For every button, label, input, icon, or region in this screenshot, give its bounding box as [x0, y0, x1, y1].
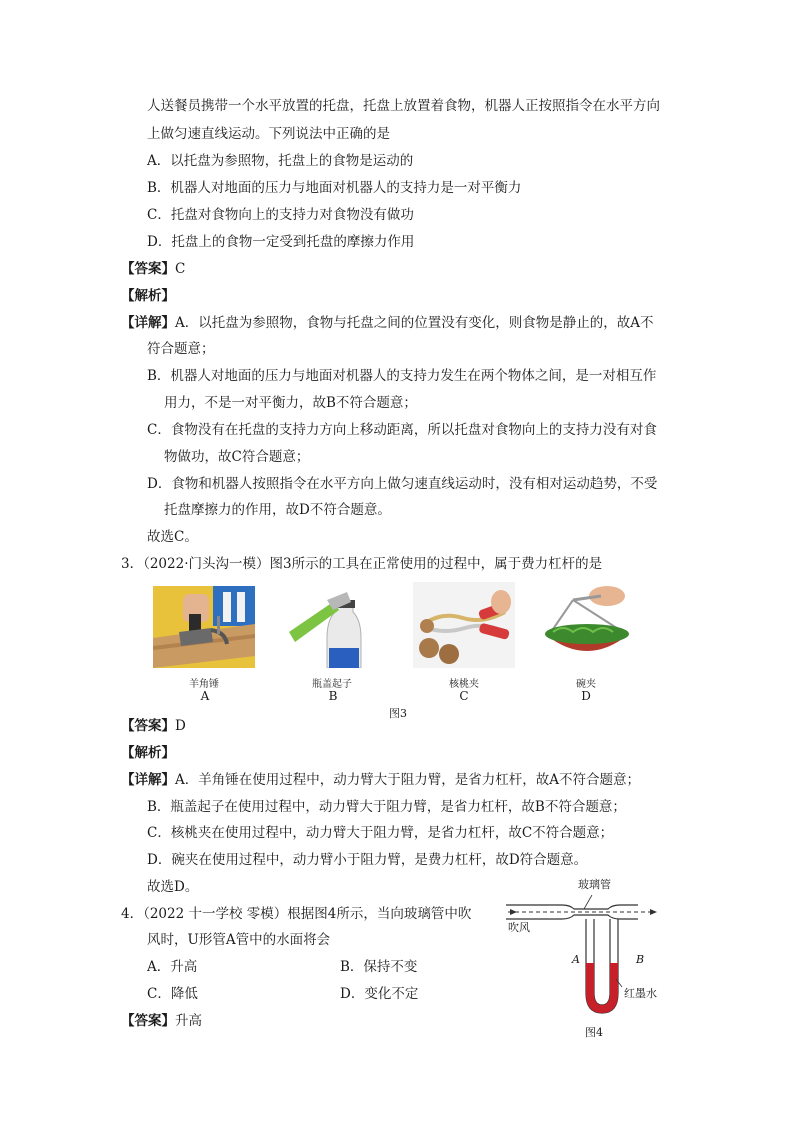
detail-text: A．羊角锤在使用过程中，动力臂大于阻力臂，是省力杠杆，故A不符合题意； — [175, 772, 640, 788]
tool-d-name: 碗夹 — [576, 679, 596, 690]
tube-a-label: A — [572, 953, 580, 966]
q4-option-b: B．保持不变 — [340, 959, 418, 975]
tool-d-letter: D — [581, 689, 591, 703]
q2-conclusion: 故选C。 — [147, 529, 198, 545]
q2-detail-line3: B．机器人对地面的压力与地面对机器人的支持力发生在两个物体之间，是一对相互作 — [147, 368, 657, 384]
bottle-opener-image — [281, 586, 383, 668]
q2-option-c: C．托盘对食物向上的支持力对食物没有做功 — [147, 207, 414, 223]
red-ink-label: 红墨水 — [624, 987, 657, 1000]
detail-label: 【详解】 — [121, 772, 175, 788]
q4-option-a: A．升高 — [147, 959, 198, 975]
q4-answer — [121, 1011, 202, 1031]
claw-hammer-image — [153, 586, 255, 668]
q2-detail-line5: C．食物没有在托盘的支持力方向上移动距离，所以托盘对食物向上的支持力没有对食 — [147, 422, 657, 438]
q4-option-c: C．降低 — [147, 986, 198, 1002]
q2-stem-line2: 上做匀速直线运动。下列说法中正确的是 — [147, 126, 390, 142]
glass-tube-label: 玻璃管 — [578, 878, 611, 891]
bowl-clamp-image — [537, 582, 637, 668]
q4-option-d: D．变化不定 — [340, 986, 419, 1002]
figure-4-caption: 图4 — [585, 1026, 603, 1039]
q2-detail-line1 — [121, 313, 654, 333]
answer-value: D — [175, 718, 186, 734]
q3-answer — [121, 716, 186, 736]
q2-detail-line6: 物做功，故C符合题意； — [164, 449, 310, 465]
q2-detail-line8: 托盘摩擦力的作用，故D不符合题意。 — [164, 502, 391, 518]
answer-label: 【答案】 — [121, 718, 175, 734]
q2-detail-line2: 符合题意； — [147, 341, 215, 357]
u-tube-figure — [500, 875, 675, 1025]
tool-c-name: 核桃夹 — [449, 679, 479, 690]
q3-analysis-label: 【解析】 — [121, 745, 175, 761]
q3-detail-line3: C．核桃夹在使用过程中，动力臂大于阻力臂，是省力杠杆，故C不符合题意； — [147, 825, 614, 841]
q2-option-a: A．以托盘为参照物，托盘上的食物是运动的 — [147, 153, 414, 169]
answer-label: 【答案】 — [121, 1013, 175, 1029]
answer-value: C — [175, 261, 186, 277]
tool-a-name: 羊角锤 — [189, 679, 219, 690]
answer-value: 升高 — [175, 1013, 202, 1029]
q4-stem-line2: 风时，U形管A管中的水面将会 — [147, 932, 331, 948]
q2-option-b: B．机器人对地面的压力与地面对机器人的支持力是一对平衡力 — [147, 180, 522, 196]
q3-detail-line4: D．碗夹在使用过程中，动力臂小于阻力臂，是费力杠杆，故D符合题意。 — [147, 852, 588, 868]
q2-detail-line4: 用力，不是一对平衡力，故B不符合题意； — [164, 395, 417, 411]
tool-b-letter: B — [328, 689, 338, 703]
q3-conclusion: 故选D。 — [147, 879, 199, 895]
tool-a-letter: A — [200, 689, 210, 703]
q2-analysis-label: 【解析】 — [121, 288, 175, 304]
q2-stem-line1: 人送餐员携带一个水平放置的托盘，托盘上放置着食物，机器人正按照指令在水平方向 — [147, 98, 660, 114]
answer-label: 【答案】 — [121, 261, 175, 277]
tool-b-name: 瓶盖起子 — [312, 679, 352, 690]
detail-text: A．以托盘为参照物，食物与托盘之间的位置没有变化，则食物是静止的，故A不 — [175, 315, 654, 331]
tool-c-letter: C — [459, 689, 469, 703]
tube-b-label: B — [636, 953, 645, 966]
q2-answer — [121, 259, 185, 279]
q2-detail-line7: D．食物和机器人按照指令在水平方向上做匀速直线运动时，没有相对运动趋势，不受 — [147, 476, 658, 492]
q4-stem-line1: 4．（2022 十一学校 零模）根据图4所示，当向玻璃管中吹 — [121, 906, 472, 922]
nutcracker-image — [413, 582, 515, 668]
detail-label: 【详解】 — [121, 315, 175, 331]
q3-detail-line1 — [121, 770, 640, 790]
q3-stem: 3．（2022·门头沟一模）图3所示的工具在正常使用的过程中，属于费力杠杆的是 — [121, 556, 603, 572]
figure-3-caption: 图3 — [389, 707, 407, 720]
q2-option-d: D．托盘上的食物一定受到托盘的摩擦力作用 — [147, 234, 415, 250]
q3-detail-line2: B．瓶盖起子在使用过程中，动力臂大于阻力臂，是省力杠杆，故B不符合题意； — [147, 799, 626, 815]
blow-wind-label: 吹风 — [508, 921, 530, 934]
